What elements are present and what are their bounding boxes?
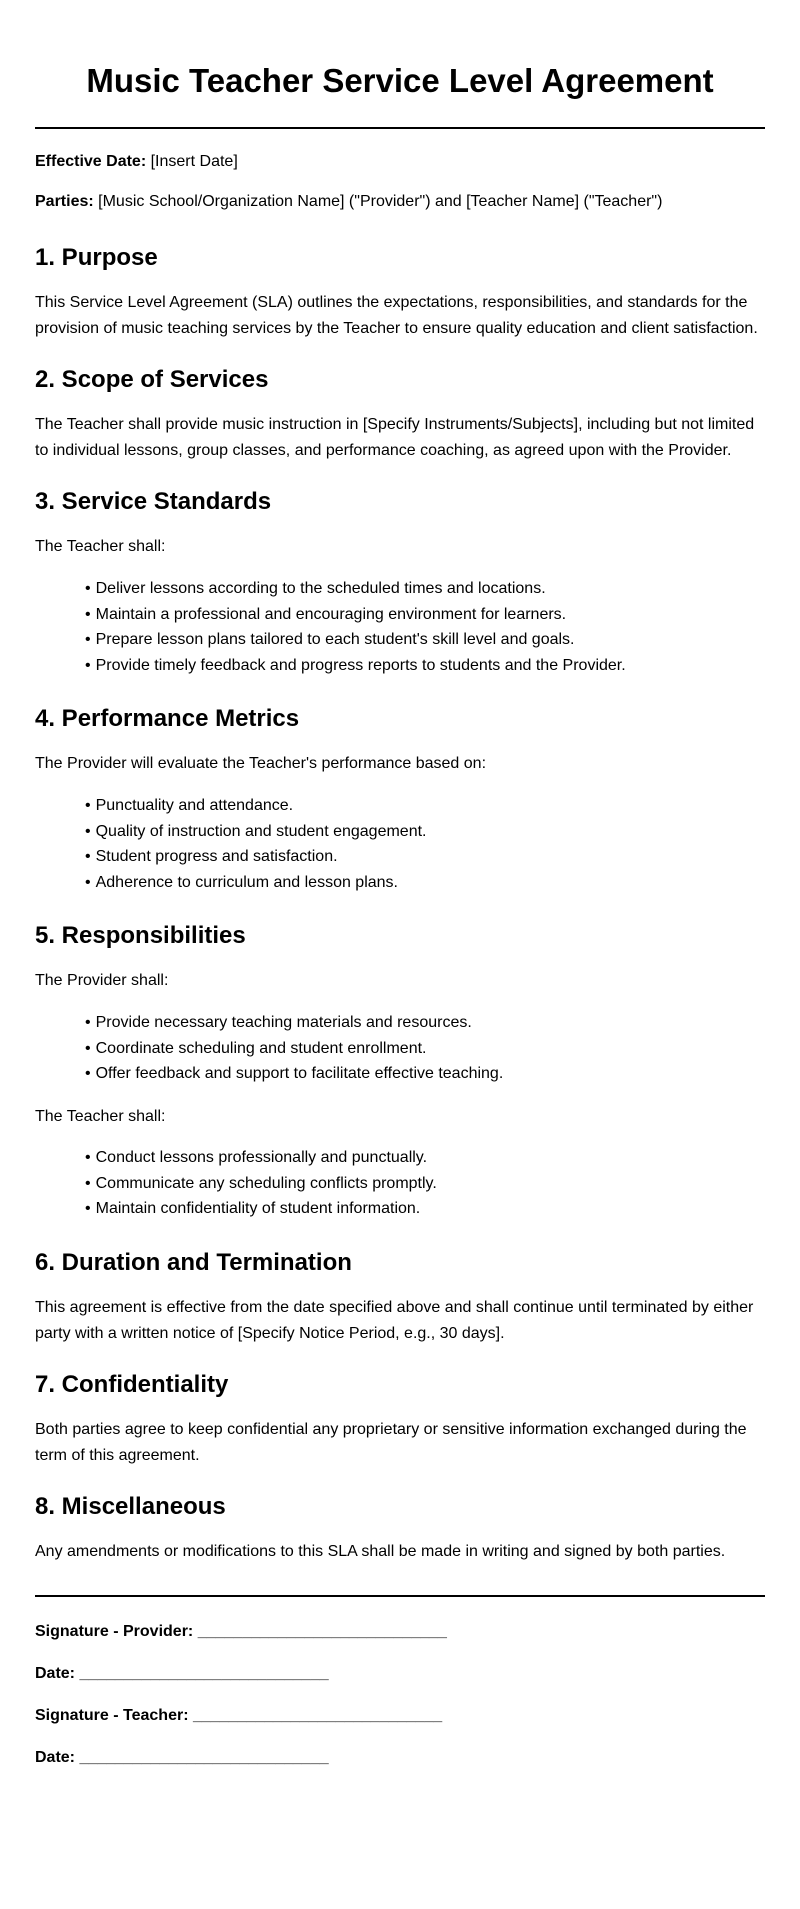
effective-date-line	[35, 151, 765, 173]
section-heading-metrics: 4. Performance Metrics	[35, 705, 300, 733]
parties-value: [Music School/Organization Name] ("Provider") and [Teacher Name] ("Teacher")	[98, 193, 663, 210]
list-item: • Punctuality and attendance.	[85, 793, 765, 819]
list-item: • Provide timely feedback and progress reports to students and the Provider.	[85, 653, 765, 679]
teacher-signature-line: Signature - Teacher: ____________________________	[35, 1707, 443, 1725]
list-item: • Offer feedback and support to facilitate effective teaching.	[85, 1061, 765, 1087]
confidentiality-text: Both parties agree to keep confidential any proprietary or sensitive information exchanged during the term of this agreement.	[35, 1421, 747, 1464]
metrics-list	[35, 793, 765, 895]
parties-label: Parties:	[35, 193, 94, 210]
teacher-responsibilities-list	[35, 1145, 765, 1222]
title-divider	[35, 127, 765, 129]
teacher-date-line: Date: ____________________________	[35, 1749, 329, 1767]
duration-text: This agreement is effective from the date specified above and shall continue until terminated by either party with a written notice of [Specify Notice Period, e.g., 30 days].	[35, 1299, 754, 1342]
section-heading-confidentiality: 7. Confidentiality	[35, 1371, 229, 1399]
list-item: • Communicate any scheduling conflicts promptly.	[85, 1171, 765, 1197]
provider-responsibilities-intro: The Provider shall:	[35, 972, 169, 990]
provider-responsibilities-list	[35, 1010, 765, 1087]
list-item: • Provide necessary teaching materials and resources.	[85, 1010, 765, 1036]
effective-date-label: Effective Date:	[35, 153, 147, 170]
provider-date-line: Date: ____________________________	[35, 1665, 329, 1683]
section-heading-misc: 8. Miscellaneous	[35, 1493, 226, 1521]
scope-text: The Teacher shall provide music instruction in [Specify Instruments/Subjects], including but not limited to individual lessons, group classes, and performance coaching, as agreed upon with the Provider.	[35, 416, 755, 459]
list-item: • Student progress and satisfaction.	[85, 844, 765, 870]
section-heading-responsibilities: 5. Responsibilities	[35, 922, 246, 950]
standards-list	[35, 576, 765, 678]
list-item: • Coordinate scheduling and student enrollment.	[85, 1036, 765, 1062]
list-item: • Prepare lesson plans tailored to each student's skill level and goals.	[85, 627, 765, 653]
signature-divider	[35, 1595, 765, 1597]
provider-signature-line: Signature - Provider: ____________________________	[35, 1623, 447, 1641]
list-item: • Adherence to curriculum and lesson plans.	[85, 870, 765, 896]
list-item: • Maintain confidentiality of student information.	[85, 1196, 765, 1222]
purpose-text: This Service Level Agreement (SLA) outlines the expectations, responsibilities, and standards for the provision of music teaching services by the Teacher to ensure quality education and client satisfaction.	[35, 294, 758, 337]
list-item: • Conduct lessons professionally and punctually.	[85, 1145, 765, 1171]
parties-line	[35, 191, 765, 213]
document-title: Music Teacher Service Level Agreement	[86, 62, 714, 99]
section-heading-standards: 3. Service Standards	[35, 488, 272, 516]
list-item: • Quality of instruction and student engagement.	[85, 819, 765, 845]
section-heading-scope: 2. Scope of Services	[35, 366, 269, 394]
effective-date-value: [Insert Date]	[150, 153, 238, 170]
section-heading-duration: 6. Duration and Termination	[35, 1249, 352, 1277]
metrics-intro: The Provider will evaluate the Teacher's performance based on:	[35, 755, 487, 773]
list-item: • Deliver lessons according to the scheduled times and locations.	[85, 576, 765, 602]
misc-text: Any amendments or modifications to this SLA shall be made in writing and signed by both parties.	[35, 1543, 726, 1561]
standards-intro: The Teacher shall:	[35, 538, 166, 556]
list-item: • Maintain a professional and encouraging environment for learners.	[85, 602, 765, 628]
section-heading-purpose: 1. Purpose	[35, 244, 158, 271]
teacher-responsibilities-intro: The Teacher shall:	[35, 1107, 166, 1125]
